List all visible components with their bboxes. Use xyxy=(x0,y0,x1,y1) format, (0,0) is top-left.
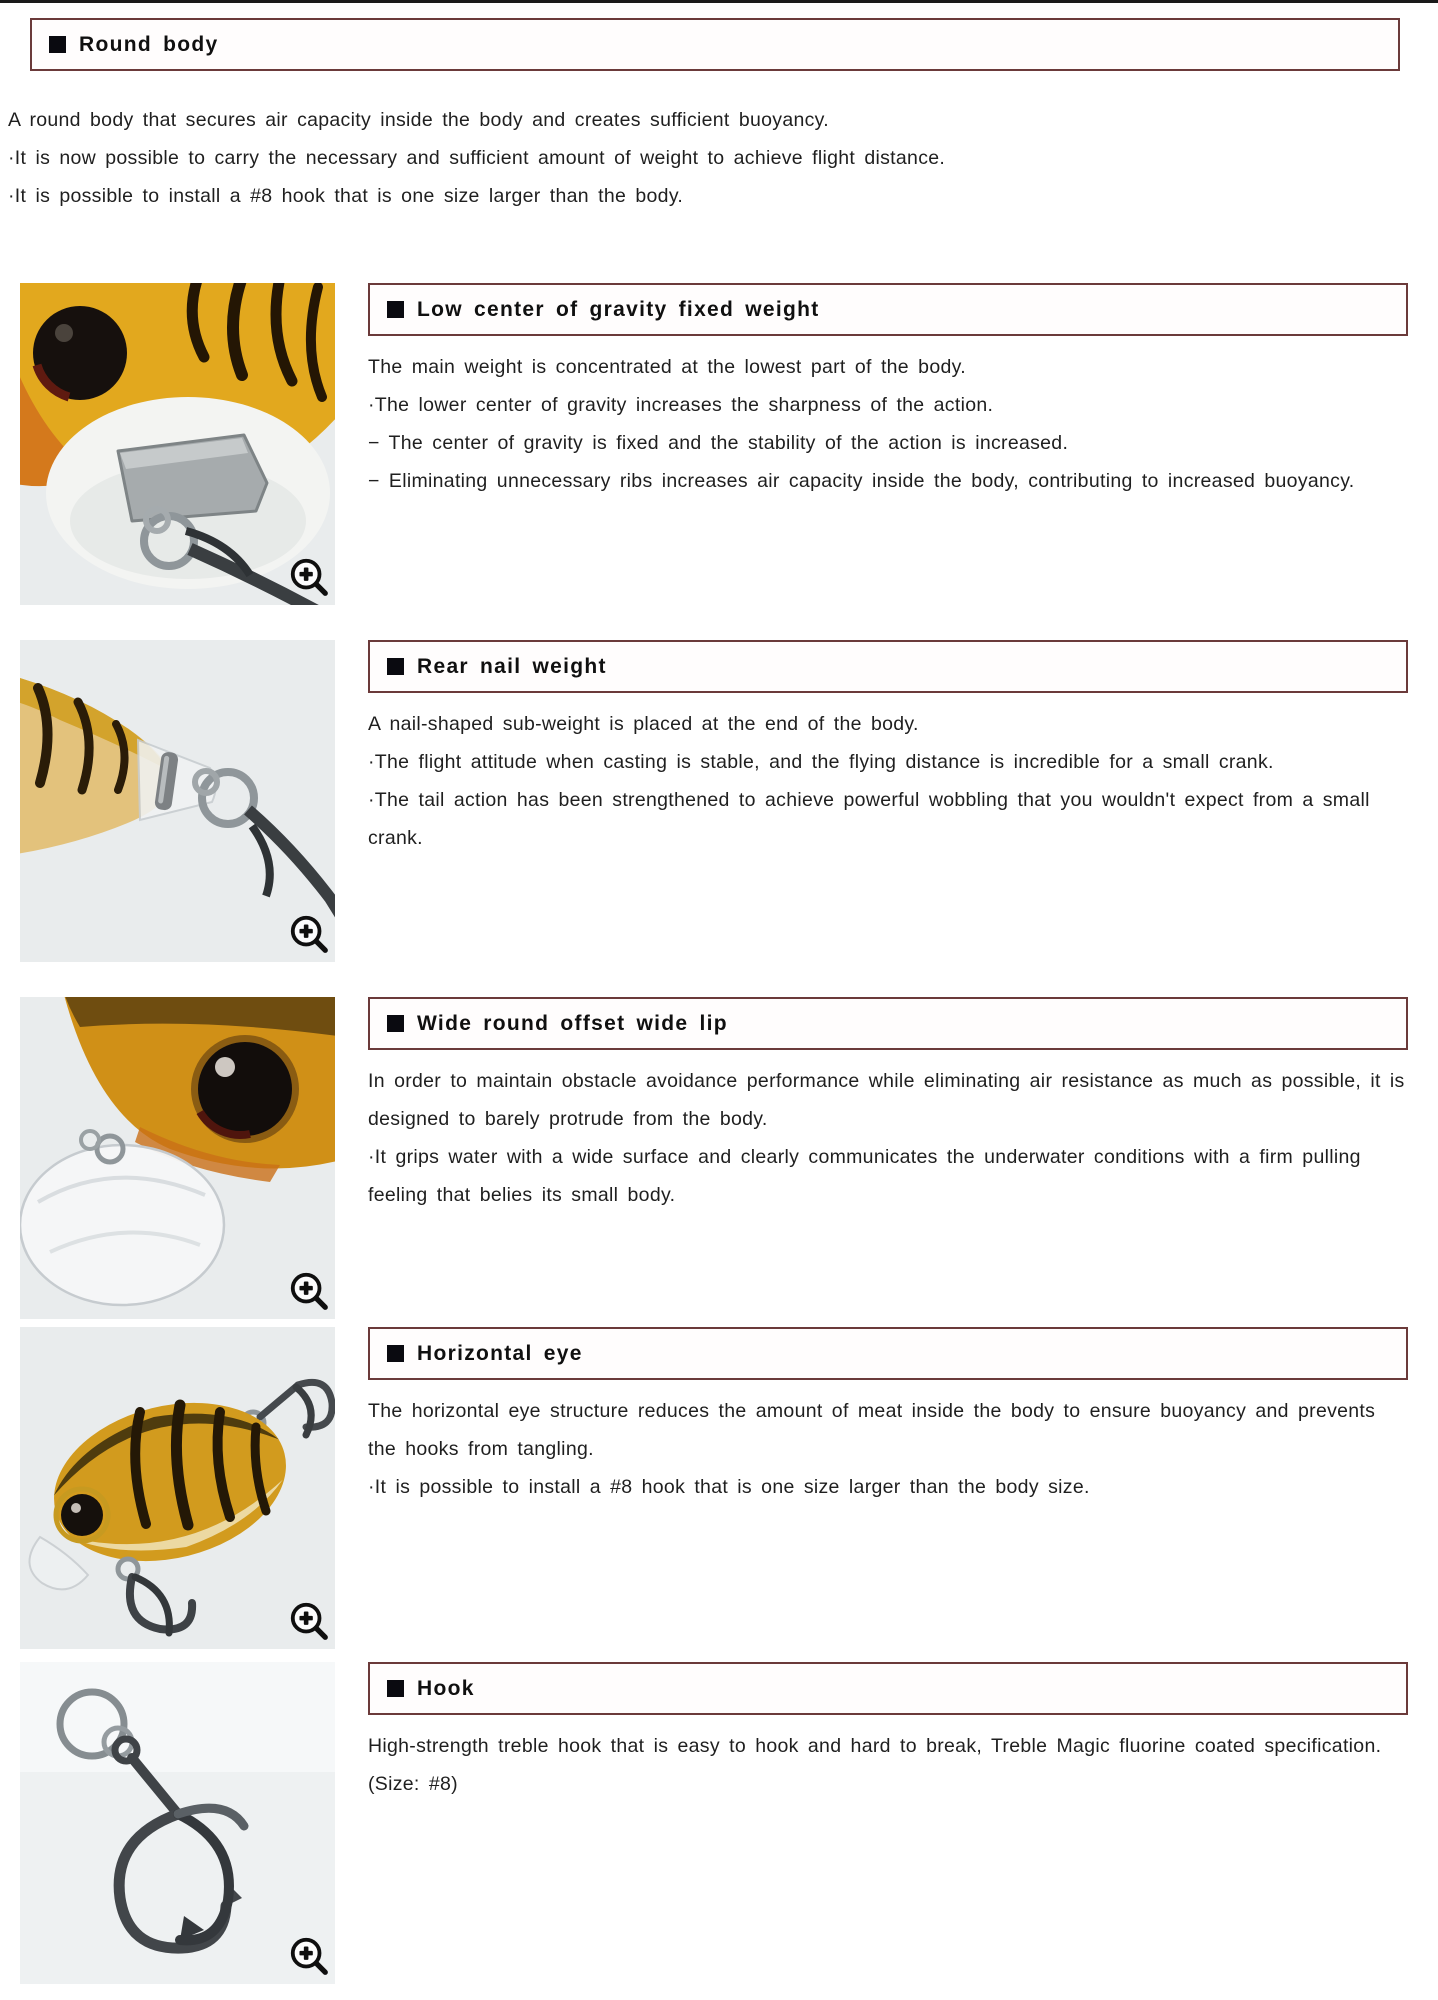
top-divider xyxy=(0,0,1438,3)
feature-section-low-center-weight xyxy=(20,283,1408,605)
section-title: Low center of gravity fixed weight xyxy=(417,297,820,321)
square-bullet-icon xyxy=(387,658,404,675)
low-center-weight-content xyxy=(368,283,1408,605)
section-title: Rear nail weight xyxy=(417,654,607,678)
rear-nail-weight-content xyxy=(368,640,1408,962)
text-line: ·It grips water with a wide surface and clearly communicates the underwater conditions with a firm pulling feeling that belies its small body. xyxy=(368,1146,1361,1206)
zoom-in-icon[interactable] xyxy=(288,1600,330,1642)
text-line: In order to maintain obstacle avoidance performance while eliminating air resistance as much as possible, it is designed to barely protrude from the body. xyxy=(368,1070,1405,1130)
text-line: ·It is possible to install a #8 hook that is one size larger than the body size. xyxy=(368,1476,1090,1498)
lure-tail-nail-weight-photo[interactable] xyxy=(20,640,335,962)
zoom-in-icon[interactable] xyxy=(288,913,330,955)
square-bullet-icon xyxy=(387,1680,404,1697)
lure-face-lip-photo[interactable] xyxy=(20,997,335,1319)
section-header-low-center-weight xyxy=(368,283,1408,336)
text-line: − The center of gravity is fixed and the stability of the action is increased. xyxy=(368,432,1069,454)
text-line: The horizontal eye structure reduces the amount of meat inside the body to ensure buoyancy and prevents the hooks from tangling. xyxy=(368,1400,1376,1460)
section-title: Horizontal eye xyxy=(417,1341,583,1365)
wide-lip-content xyxy=(368,997,1408,1319)
section-title: Hook xyxy=(417,1676,475,1700)
hook-text xyxy=(368,1727,1408,1803)
zoom-in-icon[interactable] xyxy=(288,556,330,598)
feature-section-hook xyxy=(20,1662,1408,1984)
feature-section-wide-lip xyxy=(20,997,1408,1319)
horizontal-eye-content xyxy=(368,1327,1408,1649)
horizontal-eye-text xyxy=(368,1392,1408,1506)
square-bullet-icon xyxy=(387,1345,404,1362)
square-bullet-icon xyxy=(49,36,66,53)
text-line: ·It is possible to install a #8 hook that is one size larger than the body. xyxy=(8,185,684,207)
treble-hook-photo[interactable] xyxy=(20,1662,335,1984)
text-line: The main weight is concentrated at the lowest part of the body. xyxy=(368,356,966,378)
hook-content xyxy=(368,1662,1408,1984)
section-header-horizontal-eye xyxy=(368,1327,1408,1380)
text-line: ·The lower center of gravity increases the sharpness of the action. xyxy=(368,394,994,416)
section-title: Wide round offset wide lip xyxy=(417,1011,728,1035)
zoom-in-icon[interactable] xyxy=(288,1935,330,1977)
text-line: ·The flight attitude when casting is stable, and the flying distance is incredible for a small crank. xyxy=(368,751,1274,773)
text-line: A round body that secures air capacity inside the body and creates sufficient buoyancy. xyxy=(8,109,829,131)
text-line: ·It is now possible to carry the necessary and sufficient amount of weight to achieve flight distance. xyxy=(8,147,946,169)
text-line: A nail-shaped sub-weight is placed at the end of the body. xyxy=(368,713,919,735)
rear-nail-weight-text xyxy=(368,705,1408,857)
lure-side-view-photo[interactable] xyxy=(20,1327,335,1649)
section-title: Round body xyxy=(79,32,219,56)
text-line: ·The tail action has been strengthened to achieve powerful wobbling that you wouldn't expect from a small crank. xyxy=(368,789,1370,849)
feature-section-rear-nail-weight xyxy=(20,640,1408,962)
round-body-text xyxy=(8,101,1408,215)
wide-lip-text xyxy=(368,1062,1408,1214)
feature-section-horizontal-eye xyxy=(20,1327,1408,1649)
text-line: High-strength treble hook that is easy to hook and hard to break, Treble Magic fluorine coated specification. (Size: #8) xyxy=(368,1735,1382,1795)
low-center-weight-text xyxy=(368,348,1408,500)
text-line: − Eliminating unnecessary ribs increases air capacity inside the body, contributing to increased buoyancy. xyxy=(368,470,1355,492)
section-header-round-body xyxy=(30,18,1400,71)
square-bullet-icon xyxy=(387,1015,404,1032)
section-header-wide-lip xyxy=(368,997,1408,1050)
zoom-in-icon[interactable] xyxy=(288,1270,330,1312)
lure-belly-fixed-weight-photo[interactable] xyxy=(20,283,335,605)
square-bullet-icon xyxy=(387,301,404,318)
section-header-hook xyxy=(368,1662,1408,1715)
section-header-rear-nail-weight xyxy=(368,640,1408,693)
